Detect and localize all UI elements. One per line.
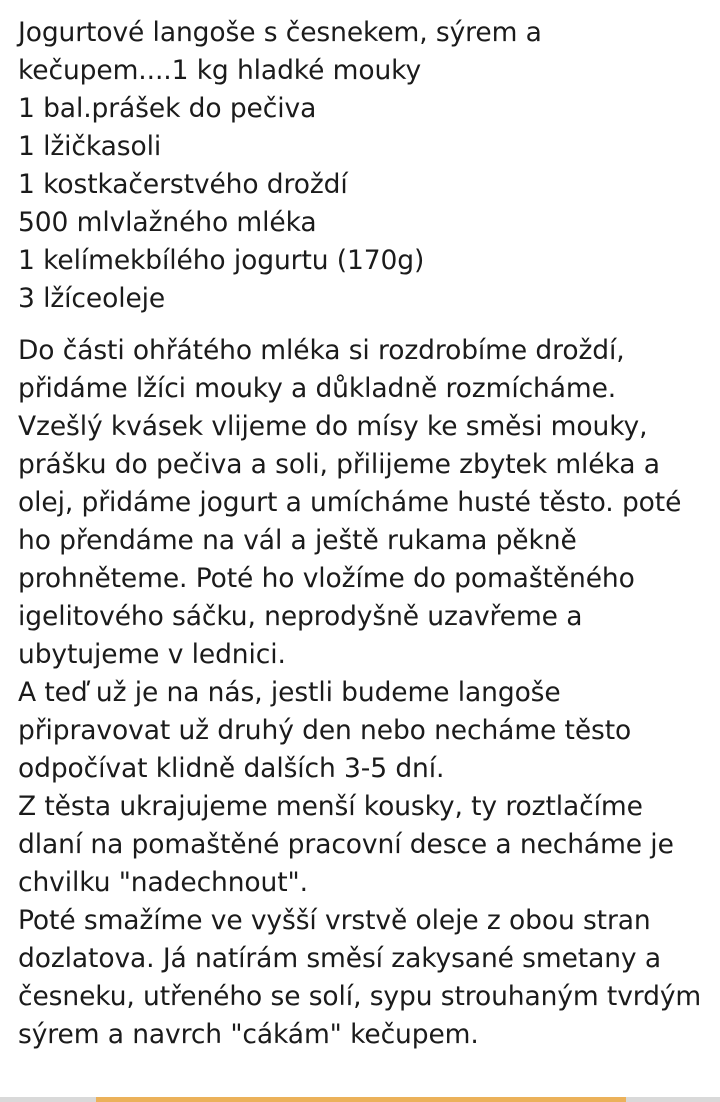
bottom-accent-bar bbox=[0, 1092, 720, 1102]
ingredient-line: 3 lžíceoleje bbox=[18, 283, 166, 314]
ingredients-block bbox=[18, 14, 704, 318]
method-paragraph: Z těsta ukrajujeme menší kousky, ty roztlačíme dlaní na pomaštěné pracovní desce a necháme je chvilku "nadechnout". bbox=[18, 791, 674, 898]
method-paragraph: Do části ohřátého mléka si rozdrobíme droždí, přidáme lžíci mouky a důkladně rozmícháme. Vzešlý kvásek vlijeme do mísy ke směsi mouky, prášku do pečiva a soli, přilijeme zbytek mléka a olej, přidáme jogurt a umícháme husté těsto. poté ho přendáme na vál a ještě rukama pěkně prohněteme. Poté ho vložíme do pomaštěného igelitového sáčku, neprodyšně uzavřeme a ubytujeme v lednici. bbox=[18, 335, 682, 670]
ingredient-line: 1 kelímekbílého jogurtu (170g) bbox=[18, 245, 425, 276]
ingredient-line: 1 kostkačerstvého droždí bbox=[18, 169, 348, 200]
method-paragraph: A teď už je na nás, jestli budeme langoše připravovat už druhý den nebo necháme těsto odpočívat klidně dalších 3-5 dní. bbox=[18, 677, 632, 784]
method-block bbox=[18, 332, 704, 1054]
bottom-bar-left-segment bbox=[0, 1097, 96, 1102]
ingredient-line: 1 lžičkasoli bbox=[18, 131, 162, 162]
ingredient-line: Jogurtové langoše s česnekem, sýrem a kečupem....1 kg hladké mouky bbox=[18, 17, 542, 86]
bottom-bar-right-segment bbox=[626, 1097, 720, 1102]
method-paragraph: Poté smažíme ve vyšší vrstvě oleje z obou stran dozlatova. Já natírám směsí zakysané smetany a česneku, utřeného se solí, sypu strouhaným tvrdým sýrem a navrch "cákám" kečupem. bbox=[18, 905, 702, 1050]
bottom-bar-accent-segment bbox=[96, 1097, 626, 1102]
ingredient-line: 1 bal.prášek do pečiva bbox=[18, 93, 317, 124]
ingredient-line: 500 mlvlažného mléka bbox=[18, 207, 317, 238]
